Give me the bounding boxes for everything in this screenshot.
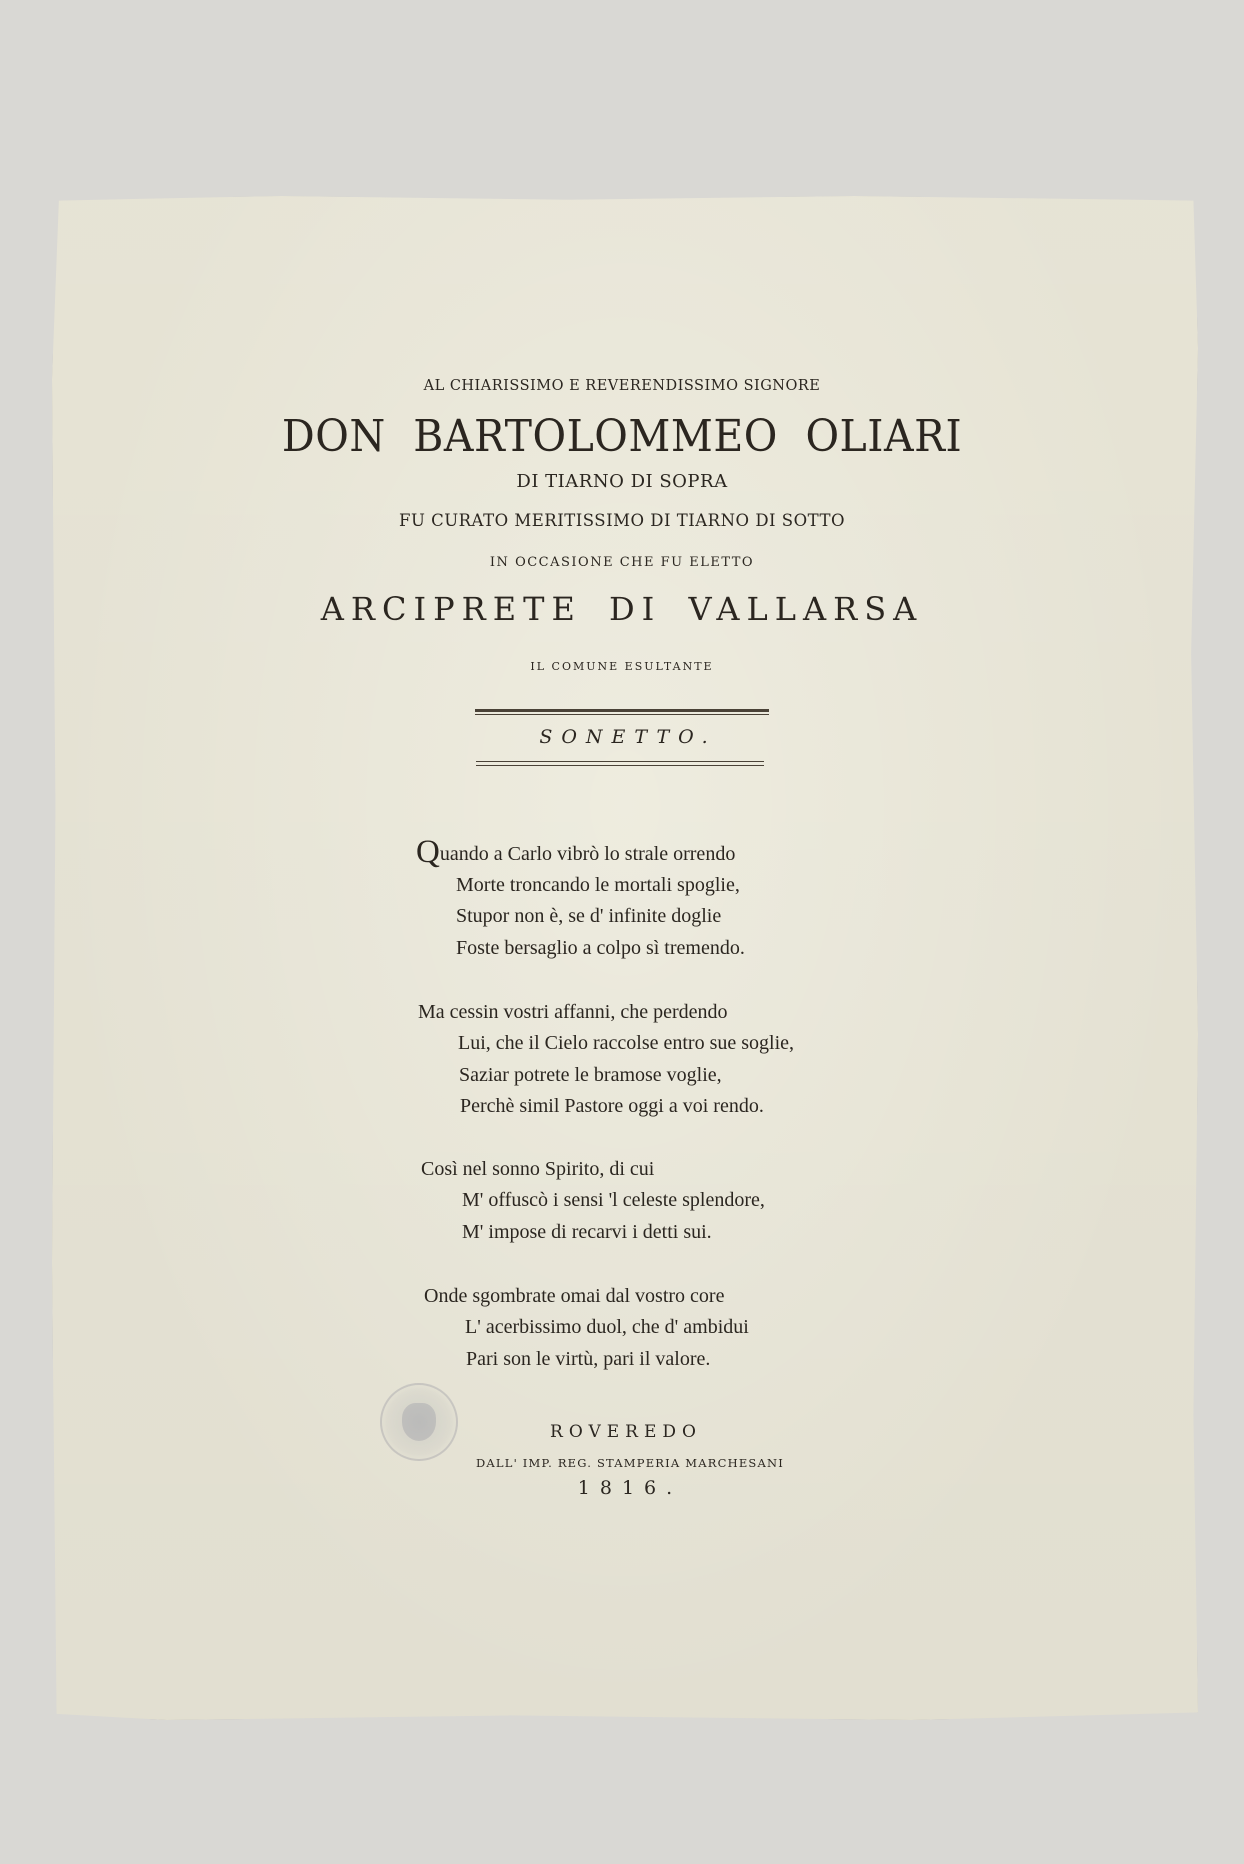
- stanza2-line3: Saziar potrete le bramose voglie,: [459, 1064, 722, 1086]
- stanza3-line1: Così nel sonno Spirito, di cui: [421, 1158, 655, 1180]
- stanza4-line2: L' acerbissimo duol, che d' ambidui: [465, 1316, 749, 1338]
- stanza3-line3: M' impose di recarvi i detti sui.: [462, 1221, 712, 1243]
- stanza2-line2: Lui, che il Cielo raccolse entro sue soglie,: [458, 1032, 795, 1054]
- new-office-title: ARCIPRETE DI VALLARSA: [320, 590, 924, 628]
- stanza3-line2: M' offuscò i sensi 'l celeste splendore,: [462, 1189, 765, 1211]
- stanza2-line4: Perchè simil Pastore oggi a voi rendo.: [460, 1095, 764, 1117]
- stanza1-line3: Stupor non è, se d' infinite doglie: [456, 905, 722, 927]
- drop-cap: Q: [416, 834, 440, 870]
- imprint-year: 1816.: [577, 1477, 683, 1499]
- stanza1-line1-text: uando a Carlo vibrò lo strale orrendo: [439, 843, 736, 865]
- stanza1-line1: [416, 834, 736, 870]
- occasion-line: IN OCCASIONE CHE FU ELETTO: [489, 555, 755, 570]
- ornamental-rule-top-thick: [475, 709, 769, 712]
- imprint-city: ROVEREDO: [550, 1422, 702, 1442]
- ornamental-rule-bottom-1: [476, 761, 764, 762]
- sponsor-line: IL COMUNE ESULTANTE: [530, 660, 714, 673]
- imprint-press: DALL' IMP. REG. STAMPERIA MARCHESANI: [475, 1456, 785, 1470]
- stanza4-line3: Pari son le virtù, pari il valore.: [466, 1348, 711, 1370]
- poem-genre-title: SONETTO.: [539, 726, 717, 748]
- dedication-line: AL CHIARISSIMO E REVERENDISSIMO SIGNORE: [423, 378, 821, 394]
- stanza4-line1: Onde sgombrate omai dal vostro core: [424, 1285, 725, 1307]
- ornamental-rule-bottom-2: [476, 765, 764, 766]
- stanza1-line2: Morte troncando le mortali spoglie,: [456, 874, 740, 896]
- stanza2-line1: Ma cessin vostri affanni, che perdendo: [418, 1001, 728, 1023]
- honoree-name: DON BARTOLOMMEO OLIARI: [281, 410, 963, 462]
- stanza1-line4: Foste bersaglio a colpo sì tremendo.: [456, 937, 745, 959]
- honoree-former-role: FU CURATO MERITISSIMO DI TIARNO DI SOTTO: [399, 511, 845, 530]
- honoree-origin: DI TIARNO DI SOPRA: [516, 471, 728, 492]
- ornamental-rule-top-thin: [475, 714, 769, 715]
